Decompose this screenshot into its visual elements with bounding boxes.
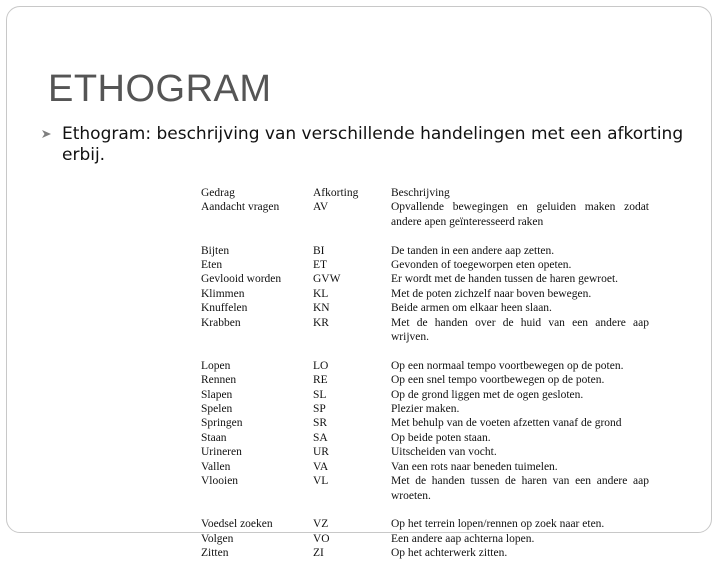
description-cell: Er wordt met de handen tussen de haren gewroet. [391,273,619,286]
group-spacer [391,503,649,517]
abbreviation-cell: GVW [313,273,341,286]
description-header: Beschrijving [391,187,450,199]
behavior-cell: Voedsel zoeken [201,518,273,531]
abbreviation-cell: VZ [313,518,329,531]
description-cell: Met de handen over de huid van een andere aap wrijven. [391,316,649,344]
bullet-text: Ethogram: beschrijving van verschillende handelingen met een afkorting erbij. [62,124,684,165]
behavior-cell: Zitten [201,547,229,560]
behavior-cell: Spelen [201,403,233,416]
bullet-point [53,124,693,166]
behavior-cell: Eten [201,259,223,272]
description-cell: Opvallende bewegingen en geluiden maken zodat andere apen geïnteresseerd raken [391,201,649,228]
description-cell: Beide armen om elkaar heen slaan. [391,302,552,315]
behavior-cell: Klimmen [201,287,245,300]
behavior-cell: Staan [201,431,227,444]
behavior-cell: Vlooien [201,475,239,488]
abbreviation-cell: KN [313,302,330,315]
behavior-cell: Rennen [201,374,237,387]
behavior-cell: Knuffelen [201,302,248,315]
abbreviation-cell: KR [313,316,329,329]
description-cell: Op beide poten staan. [391,431,491,444]
slide-title: ETHOGRAM [48,68,272,110]
abbreviation-cell: RE [313,374,328,387]
behavior-cell: Krabben [201,316,241,329]
behavior-cell: Springen [201,417,243,430]
description-cell: Van een rots naar beneden tuimelen. [391,460,558,473]
abbreviation-cell: SP [313,403,326,416]
abbreviation-cell: BI [313,244,325,257]
description-cell: Met de handen tussen de haren van een andere aap wroeten. [391,475,649,502]
abbreviation-cell: UR [313,446,329,459]
abbreviation-cell: VO [313,532,330,545]
abbreviation-cell: ZI [313,547,324,560]
description-cell: Op het terrein lopen/rennen op zoek naar eten. [391,518,605,531]
description-cell: De tanden in een andere aap zetten. [391,244,555,257]
abbreviation-cell: SA [313,431,328,444]
abbreviation-cell: AV [313,201,329,214]
abbreviation-cell: KL [313,287,329,300]
bullet-arrow-icon [41,128,53,140]
abbreviation-cell: VL [313,475,329,488]
group-spacer [391,344,649,358]
description-cell: Plezier maken. [391,403,460,416]
description-column [391,186,649,561]
description-cell: Gevonden of toegeworpen eten opeten. [391,259,572,272]
description-cell: Op het achterwerk zitten. [391,547,508,560]
behavior-header: Gedrag [201,187,235,199]
behavior-cell: Lopen [201,359,231,372]
description-cell: Op een snel tempo voortbewegen op de poten. [391,374,605,387]
behavior-cell: Aandacht vragen [201,201,280,214]
behavior-cell: Slapen [201,388,233,401]
abbreviation-column [313,186,383,560]
behavior-cell: Gevlooid worden [201,273,282,286]
behavior-cell: Vallen [201,460,231,473]
description-cell: Een andere aap achterna lopen. [391,532,535,545]
abbreviation-header: Afkorting [313,187,359,199]
abbreviation-cell: VA [313,460,329,473]
group-spacer [391,229,649,243]
abbreviation-cell: LO [313,359,329,372]
description-cell: Uitscheiden van vocht. [391,446,497,459]
behavior-column [201,186,311,560]
abbreviation-cell: SR [313,417,328,430]
description-cell: Op de grond liggen met de ogen gesloten. [391,388,584,401]
description-cell: Op een normaal tempo voortbewegen op de poten. [391,359,624,372]
behavior-cell: Bijten [201,244,230,257]
behavior-cell: Volgen [201,532,234,545]
behavior-cell: Urineren [201,446,242,459]
abbreviation-cell: SL [313,388,327,401]
description-cell: Met behulp van de voeten afzetten vanaf de grond [391,417,622,430]
abbreviation-cell: ET [313,259,328,272]
description-cell: Met de poten zichzelf naar boven bewegen. [391,287,592,300]
